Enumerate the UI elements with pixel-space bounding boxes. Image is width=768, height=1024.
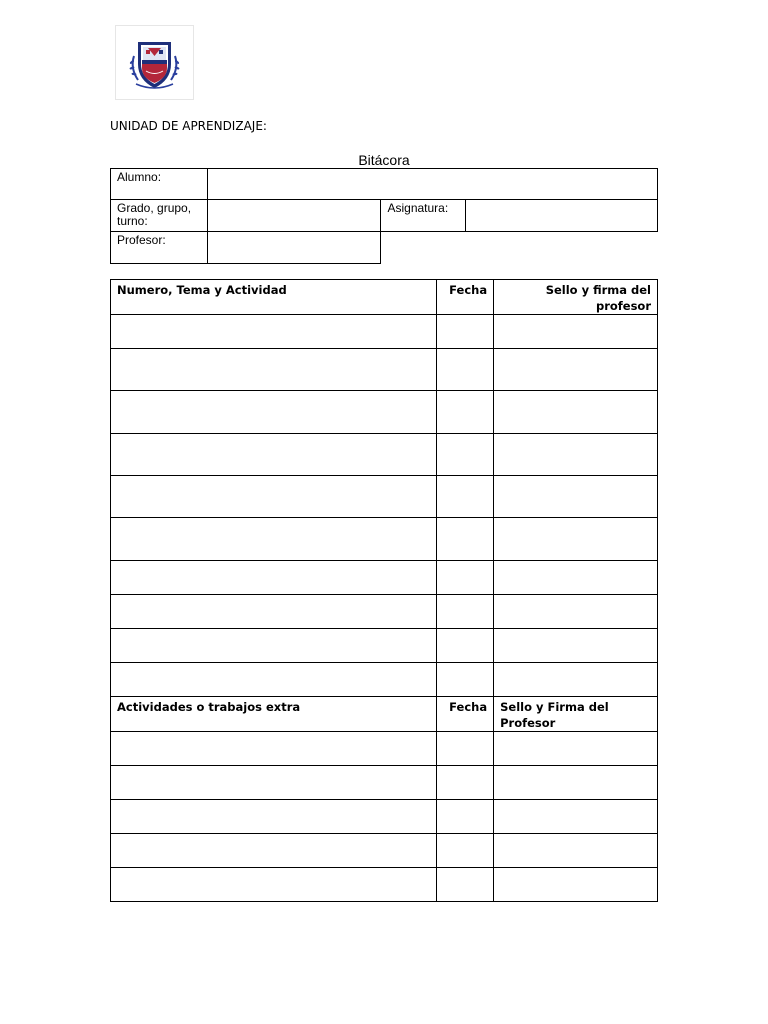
activity-cell[interactable] [111,349,437,391]
extra-date-column-header: Fecha [437,697,494,732]
signature-cell[interactable] [494,434,658,476]
student-info-table [110,168,658,264]
date-cell[interactable] [437,476,494,518]
table-row [111,476,658,518]
activity-cell[interactable] [111,315,437,349]
table-row [111,834,658,868]
date-cell[interactable] [437,561,494,595]
table-row [111,629,658,663]
activity-cell[interactable] [111,561,437,595]
activity-log-table [110,279,658,902]
asignatura-field[interactable] [466,200,658,232]
activity-column-header: Numero, Tema y Actividad [111,280,437,315]
date-cell[interactable] [437,595,494,629]
activity-cell[interactable] [111,434,437,476]
signature-cell[interactable] [494,349,658,391]
profesor-label: Profesor: [111,232,208,264]
extra-header-row [111,697,658,732]
activity-cell[interactable] [111,595,437,629]
signature-cell[interactable] [494,766,658,800]
school-logo [115,25,194,100]
signature-cell[interactable] [494,732,658,766]
activity-cell[interactable] [111,663,437,697]
date-cell[interactable] [437,732,494,766]
asignatura-label: Asignatura: [381,200,466,232]
grado-grupo-turno-field[interactable] [207,200,381,232]
extra-activity-column-header: Actividades o trabajos extra [111,697,437,732]
date-column-header: Fecha [437,280,494,315]
table-row [111,766,658,800]
extra-signature-column-header: Sello y Firma del Profesor [494,697,658,732]
profesor-field[interactable] [207,232,381,264]
extra-activity-cell[interactable] [111,800,437,834]
info-row-profesor [111,232,658,264]
table-row [111,800,658,834]
date-cell[interactable] [437,800,494,834]
learning-unit-label: UNIDAD DE APRENDIZAJE: [110,119,267,133]
table-row [111,518,658,561]
date-cell[interactable] [437,766,494,800]
signature-cell[interactable] [494,629,658,663]
signature-cell[interactable] [494,663,658,697]
table-row [111,595,658,629]
activity-cell[interactable] [111,518,437,561]
alumno-field[interactable] [207,169,657,200]
info-row-alumno [111,169,658,200]
signature-cell[interactable] [494,315,658,349]
table-row [111,391,658,434]
extra-activity-cell[interactable] [111,868,437,902]
grado-grupo-turno-label: Grado, grupo, turno: [111,200,208,232]
table-row [111,732,658,766]
signature-cell[interactable] [494,476,658,518]
signature-cell[interactable] [494,561,658,595]
table-row [111,868,658,902]
table-row [111,561,658,595]
info-row-grado [111,200,658,232]
signature-cell[interactable] [494,868,658,902]
alumno-label: Alumno: [111,169,208,200]
activity-cell[interactable] [111,629,437,663]
extra-activity-cell[interactable] [111,732,437,766]
table-row [111,315,658,349]
date-cell[interactable] [437,834,494,868]
signature-cell[interactable] [494,800,658,834]
school-crest-icon [116,26,193,99]
signature-cell[interactable] [494,595,658,629]
signature-cell[interactable] [494,518,658,561]
activity-cell[interactable] [111,476,437,518]
table-row [111,663,658,697]
date-cell[interactable] [437,349,494,391]
date-cell[interactable] [437,868,494,902]
date-cell[interactable] [437,391,494,434]
signature-cell[interactable] [494,391,658,434]
table-row [111,349,658,391]
signature-cell[interactable] [494,834,658,868]
date-cell[interactable] [437,434,494,476]
date-cell[interactable] [437,518,494,561]
activity-cell[interactable] [111,391,437,434]
empty-space [381,232,658,264]
date-cell[interactable] [437,629,494,663]
extra-activity-cell[interactable] [111,766,437,800]
date-cell[interactable] [437,315,494,349]
date-cell[interactable] [437,663,494,697]
signature-column-header: Sello y firma del profesor [494,280,658,315]
extra-activity-cell[interactable] [111,834,437,868]
page-title: Bitácora [358,152,410,168]
activities-header-row [111,280,658,315]
table-row [111,434,658,476]
